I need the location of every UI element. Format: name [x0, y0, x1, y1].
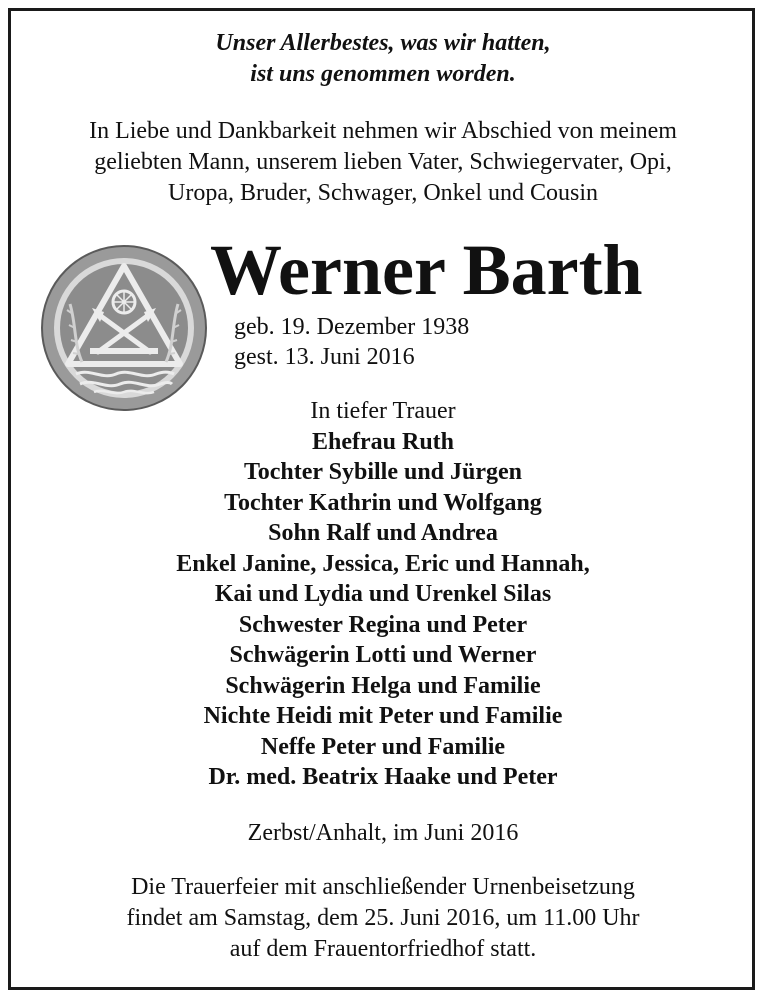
mourner-line: Nichte Heidi mit Peter und Familie [203, 703, 563, 729]
mourner-line: Kai und Lydia und Urenkel Silas [214, 581, 552, 607]
motto-line: Unser Allerbestes, was wir hatten, [215, 30, 551, 56]
intro-text [0, 116, 766, 209]
mourner-line: Tochter Kathrin und Wolfgang [224, 489, 542, 516]
service-line: findet am Samstag, dem 25. Juni 2016, um 11.00 Uhr [126, 905, 640, 931]
mourner-line: Schwägerin Helga und Familie [225, 672, 541, 699]
mourner-line: Enkel Janine, Jessica, Eric und Hannah, [176, 550, 590, 577]
mourner-line: Neffe Peter und Familie [260, 733, 506, 760]
intro-line: Uropa, Bruder, Schwager, Onkel und Cousin [168, 180, 598, 206]
mourner-line: Schwester Regina und Peter [238, 611, 528, 638]
intro-line: In Liebe und Dankbarkeit nehmen wir Abschied von meinem [89, 118, 677, 144]
intro-line: geliebten Mann, unserem lieben Vater, Schwiegervater, Opi, [94, 149, 672, 175]
motto [0, 28, 766, 90]
mourner-line: Tochter Sybille und Jürgen [243, 459, 523, 485]
life-dates [234, 312, 469, 372]
mourner-line: Dr. med. Beatrix Haake und Peter [208, 764, 558, 790]
death-date: gest. 13. Juni 2016 [234, 344, 415, 370]
service-line: Die Trauerfeier mit anschließender Urnenbeisetzung [131, 874, 635, 900]
mourning-lead: In tiefer Trauer [310, 398, 456, 424]
service-info [0, 872, 766, 965]
birth-date: geb. 19. Dezember 1938 [234, 314, 470, 340]
mourner-line: Schwägerin Lotti und Werner [229, 642, 537, 668]
deceased-name: Werner Barth [210, 230, 643, 310]
service-line: auf dem Frauentorfriedhof statt. [229, 936, 537, 962]
place-date: Zerbst/Anhalt, im Juni 2016 [247, 820, 519, 846]
motto-line: ist uns genommen worden. [250, 61, 516, 87]
mourners-list [0, 396, 766, 793]
mourner-line: Ehefrau Ruth [311, 428, 455, 455]
miners-emblem-icon [40, 244, 208, 412]
mourner-line: Sohn Ralf und Andrea [268, 520, 498, 546]
